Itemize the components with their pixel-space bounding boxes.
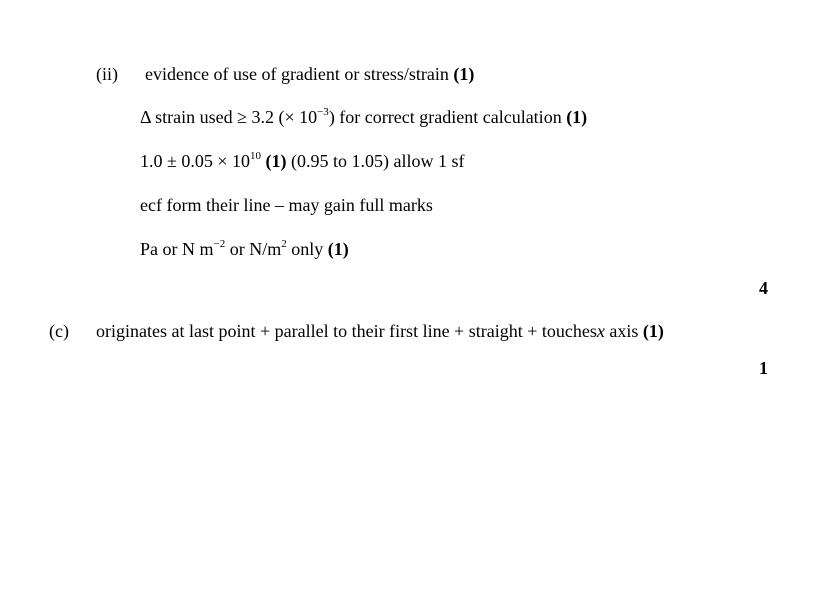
- part-ii-line-2: [140, 106, 587, 128]
- line-5-mark: (1): [327, 239, 349, 259]
- line-4-text: ecf form their line – may gain full marks: [140, 195, 433, 215]
- line-5-text-c: only: [286, 239, 324, 259]
- part-c-text-a: originates at last point + parallel to their first line + straight + touches: [96, 321, 597, 341]
- part-c-x-symbol: x: [596, 321, 605, 341]
- line-3-text-b: (0.95 to 1.05) allow 1 sf: [291, 151, 465, 171]
- line-2-text-b: ) for correct gradient calculation: [328, 107, 562, 127]
- part-ii-line-3: [140, 150, 465, 172]
- line-2-exponent: −3: [317, 106, 329, 118]
- line-1-mark: (1): [453, 64, 475, 84]
- line-5-text-a: Pa or N m: [140, 239, 214, 259]
- part-ii-line-5: [140, 238, 349, 260]
- line-3-text-a: 1.0 ± 0.05 × 10: [140, 151, 251, 171]
- part-c-total-mark: 1: [759, 358, 768, 378]
- line-5-exponent-2: 2: [281, 238, 287, 250]
- part-ii-line-1: [145, 63, 474, 85]
- line-2-text-a: Δ strain used ≥ 3.2 (× 10: [140, 107, 318, 127]
- line-5-text-b: or N/m: [225, 239, 282, 259]
- part-c-label: (c): [49, 321, 69, 341]
- part-c-mark: (1): [642, 321, 664, 341]
- part-c-text-b: axis: [604, 321, 639, 341]
- part-c-line: [96, 320, 664, 342]
- line-1-text: evidence of use of gradient or stress/strain: [145, 64, 449, 84]
- line-5-exponent-1: −2: [213, 238, 226, 250]
- part-ii-line-4: [140, 194, 433, 216]
- part-ii-label: (ii): [96, 64, 118, 84]
- part-ii-total-mark: 4: [759, 278, 768, 298]
- line-2-mark: (1): [566, 107, 588, 127]
- line-3-exponent: 10: [250, 150, 262, 162]
- line-3-mark: (1): [265, 151, 287, 171]
